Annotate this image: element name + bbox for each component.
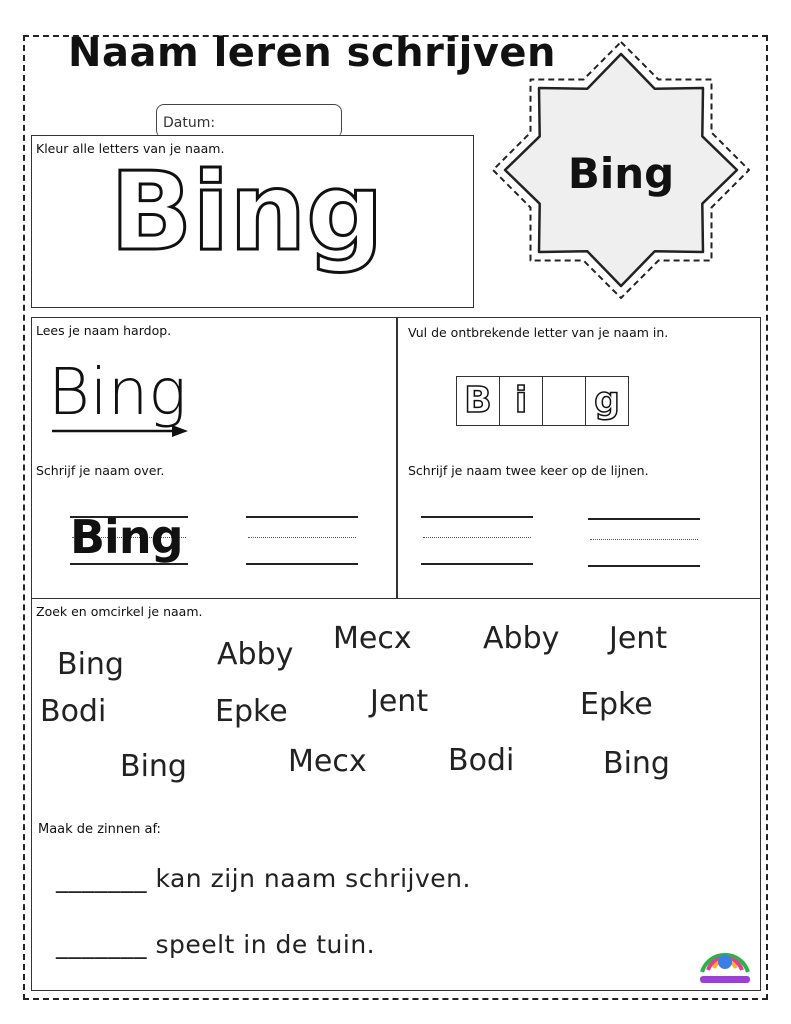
missing-letter-section xyxy=(398,318,760,458)
date-field[interactable]: Datum: xyxy=(156,104,342,138)
sentences-section xyxy=(31,800,761,991)
color-letters-section xyxy=(31,135,474,308)
instruction: Schrijf je naam over. xyxy=(36,463,165,478)
sentence: _______ kan zijn naam schrijven. xyxy=(56,864,471,893)
search-word[interactable]: Mecx xyxy=(288,744,367,779)
search-word[interactable]: Jent xyxy=(370,684,429,719)
instruction: Maak de zinnen af: xyxy=(38,822,161,837)
trace-section xyxy=(32,458,396,598)
search-word[interactable]: Bodi xyxy=(448,743,515,778)
letter-box: i xyxy=(499,376,543,426)
search-word[interactable]: Bodi xyxy=(40,694,107,729)
read-name: Bing xyxy=(48,356,187,430)
search-word[interactable]: Epke xyxy=(580,687,653,722)
search-word[interactable]: Mecx xyxy=(333,621,412,656)
search-word[interactable]: Jent xyxy=(609,621,668,656)
instruction: Lees je naam hardop. xyxy=(36,323,172,338)
read-section xyxy=(32,318,396,458)
search-word[interactable]: Abby xyxy=(217,637,294,672)
peacock-logo xyxy=(694,934,756,988)
star-badge xyxy=(490,38,752,302)
search-word[interactable]: Bing xyxy=(603,746,670,781)
trace-name: Bing xyxy=(70,510,183,564)
search-word[interactable]: Bing xyxy=(57,647,124,682)
search-word[interactable]: Abby xyxy=(483,621,560,656)
row-trace-write xyxy=(31,458,761,600)
letter-box: g xyxy=(585,376,629,426)
row-read-missing xyxy=(31,317,761,459)
word-search-section xyxy=(31,598,761,801)
search-word[interactable]: Bing xyxy=(120,749,187,784)
star-name: Bing xyxy=(567,149,675,198)
writing-lines[interactable] xyxy=(588,518,700,568)
instruction: Zoek en omcirkel je naam. xyxy=(36,604,203,619)
search-word[interactable]: Epke xyxy=(215,694,288,729)
letter-box: B xyxy=(456,376,500,426)
sentence: _______ speelt in de tuin. xyxy=(56,930,376,959)
letter-boxes xyxy=(456,376,636,426)
arrow-right-icon xyxy=(50,424,190,438)
instruction: Schrijf je naam twee keer op de lijnen. xyxy=(408,463,649,478)
write-twice-section xyxy=(398,458,760,598)
instruction: Vul de ontbrekende letter van je naam in. xyxy=(408,325,669,340)
outline-name: Bing xyxy=(110,150,384,275)
empty-letter-box[interactable] xyxy=(542,376,586,426)
instruction: Kleur alle letters van je naam. xyxy=(36,141,225,156)
writing-lines[interactable] xyxy=(246,516,358,566)
writing-lines[interactable] xyxy=(421,516,533,566)
page-title: Naam leren schrijven xyxy=(68,30,556,76)
